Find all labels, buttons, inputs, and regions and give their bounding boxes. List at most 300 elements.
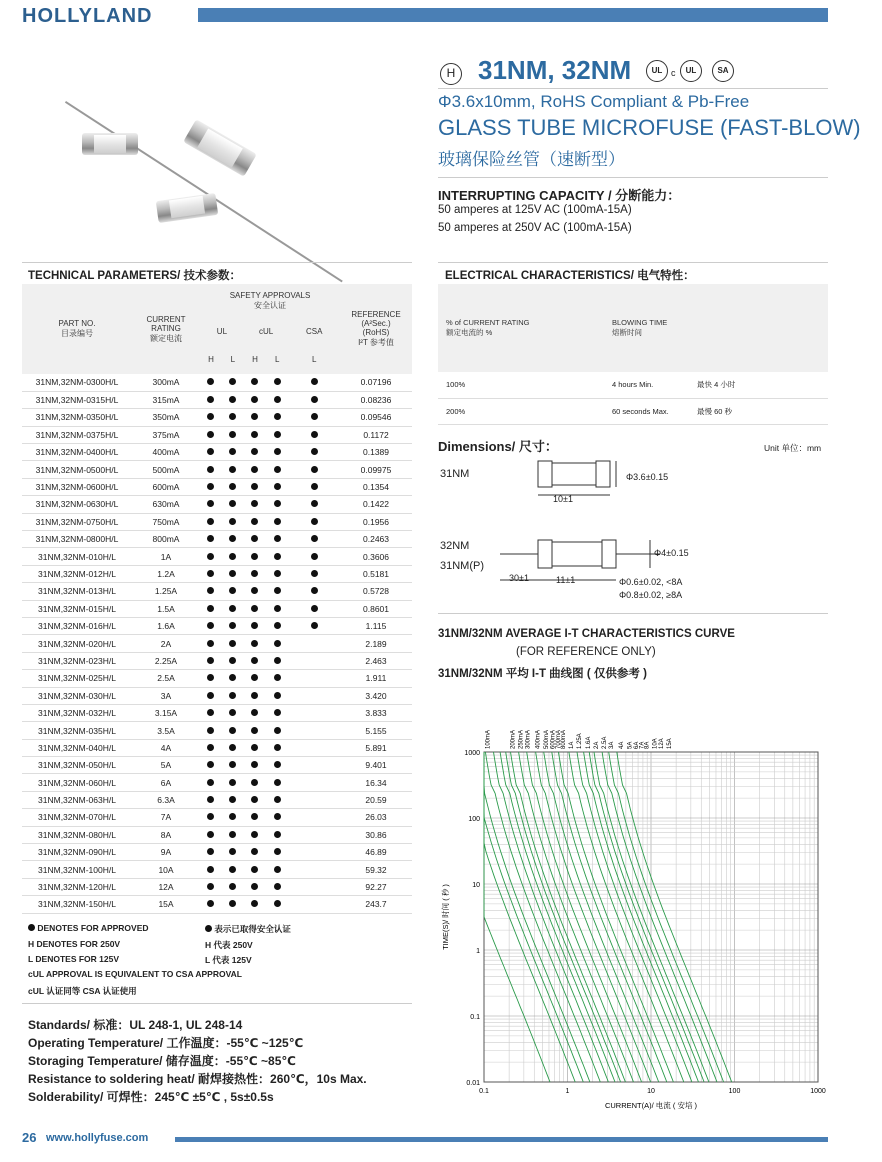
y-tick-label: 0.01 (466, 1080, 480, 1087)
dot-icon (207, 744, 214, 751)
x-tick-label: 100 (728, 1088, 741, 1095)
dot-icon (229, 396, 236, 403)
dims-dia2: Φ4±0.15 (654, 548, 689, 558)
curve-series (484, 752, 590, 1082)
dot-icon (207, 657, 214, 664)
approval-cell (266, 687, 288, 704)
dot-icon (274, 483, 281, 490)
approval-cell (244, 478, 266, 495)
part-no: 31NM,32NM-0315H/L (22, 391, 132, 408)
dot-icon (207, 727, 214, 734)
approval-cell (200, 444, 222, 461)
rating: 9A (132, 844, 200, 861)
approval-cell (200, 426, 222, 443)
approval-cell (266, 861, 288, 878)
dot-icon (207, 761, 214, 768)
col-ref: REFERENCE (A²Sec.) (RoHS) I²T 参考值 (340, 284, 412, 374)
part-no: 31NM,32NM-080H/L (22, 826, 132, 843)
table-row (22, 496, 412, 513)
dot-icon (251, 378, 258, 385)
dot-icon (311, 396, 318, 403)
approval-cell (222, 844, 244, 861)
approval-cell (266, 635, 288, 652)
col-ul: UL (200, 318, 244, 344)
note-l: L DENOTES FOR 125V (28, 954, 120, 964)
approval-cell (244, 565, 266, 582)
approval-cell (222, 757, 244, 774)
dot-icon (229, 378, 236, 385)
approval-cell (200, 374, 222, 391)
dot-icon (207, 396, 214, 403)
dot-icon (229, 674, 236, 681)
approval-cell (288, 774, 340, 791)
spec-solder-heat: Resistance to soldering heat/ 耐焊接热性：260℃，10s Max. (28, 1072, 367, 1086)
approval-cell (222, 478, 244, 495)
dot-icon (229, 500, 236, 507)
approval-cell (200, 704, 222, 721)
y-axis-label: TIME(S)/ 时间 ( 秒 ) (441, 884, 450, 950)
dot-icon (311, 413, 318, 420)
cul-c-mark: c (671, 68, 676, 78)
approval-cell (288, 896, 340, 913)
dot-icon (207, 709, 214, 716)
part-no: 31NM,32NM-090H/L (22, 844, 132, 861)
dot-icon (274, 413, 281, 420)
curve-subtitle: (FOR REFERENCE ONLY) (516, 646, 656, 658)
part-no: 31NM,32NM-050H/L (22, 757, 132, 774)
series-label: 1.25A (577, 733, 584, 749)
dot-icon (311, 483, 318, 490)
part-no: 31NM,32NM-040H/L (22, 739, 132, 756)
series-label: 800mA (560, 729, 567, 749)
table-row (22, 896, 412, 913)
dot-icon (251, 448, 258, 455)
rating: 350mA (132, 409, 200, 426)
i2t-ref: 0.5181 (340, 565, 412, 582)
approval-cell (222, 861, 244, 878)
i2t-ref: 0.1354 (340, 478, 412, 495)
approval-cell (244, 531, 266, 548)
approval-cell (266, 374, 288, 391)
approval-cell (266, 426, 288, 443)
series-label: 4A (619, 741, 626, 749)
header-bar (198, 8, 828, 22)
rating: 5A (132, 757, 200, 774)
approval-cell (288, 844, 340, 861)
dot-icon (251, 709, 258, 716)
approval-cell (200, 531, 222, 548)
dims-31nmp: 31NM(P) (440, 560, 485, 572)
approval-cell (222, 739, 244, 756)
i2t-ref: 2.463 (340, 652, 412, 669)
approval-cell (266, 826, 288, 843)
dot-icon (274, 744, 281, 751)
divider (438, 262, 828, 263)
table-row (22, 374, 412, 391)
dot-icon (251, 761, 258, 768)
part-no: 31NM,32NM-0800H/L (22, 531, 132, 548)
approval-cell (244, 426, 266, 443)
dot-icon (274, 657, 281, 664)
i2t-ref: 16.34 (340, 774, 412, 791)
dot-icon (311, 587, 318, 594)
i2t-ref: 0.07196 (340, 374, 412, 391)
approval-cell (244, 391, 266, 408)
approval-cell (222, 774, 244, 791)
dot-icon (207, 553, 214, 560)
part-no: 31NM,32NM-012H/L (22, 565, 132, 582)
approval-cell (222, 809, 244, 826)
elec-title: ELECTRICAL CHARACTERISTICS/ 电气特性： (445, 270, 695, 282)
dot-icon (251, 500, 258, 507)
rating: 315mA (132, 391, 200, 408)
approval-cell (288, 600, 340, 617)
approval-cell (288, 652, 340, 669)
dot-icon (274, 378, 281, 385)
rating: 15A (132, 896, 200, 913)
col-cul: cUL (244, 318, 289, 344)
approval-cell (200, 809, 222, 826)
approval-cell (222, 444, 244, 461)
dot-icon (251, 640, 258, 647)
elec-col-pct: % of CURRENT RATING 额定电流的 % (438, 284, 604, 372)
dot-icon (274, 761, 281, 768)
divider (438, 88, 828, 89)
approval-cell (266, 409, 288, 426)
dot-icon (229, 779, 236, 786)
dot-icon (251, 900, 258, 907)
approval-cell (244, 809, 266, 826)
col-l: L (222, 344, 244, 374)
rating: 1.2A (132, 565, 200, 582)
i2t-ref: 243.7 (340, 896, 412, 913)
table-row (22, 687, 412, 704)
approval-cell (200, 687, 222, 704)
rating: 1.25A (132, 583, 200, 600)
dot-icon (207, 378, 214, 385)
dot-icon (251, 622, 258, 629)
rating: 7A (132, 809, 200, 826)
approval-cell (200, 757, 222, 774)
interrupting-line: 50 amperes at 125V AC (100mA-15A) (438, 204, 632, 216)
approval-cell (244, 374, 266, 391)
i2t-ref: 0.5728 (340, 583, 412, 600)
approval-cell (200, 861, 222, 878)
dot-icon (274, 866, 281, 873)
series-label: 10A (652, 738, 659, 749)
approval-cell (222, 531, 244, 548)
table-row (22, 670, 412, 687)
i2t-ref: 46.89 (340, 844, 412, 861)
approval-cell (222, 704, 244, 721)
interrupting-title: INTERRUPTING CAPACITY / 分断能力： (438, 188, 681, 203)
dims-dia: Φ3.6±0.15 (626, 472, 669, 482)
approval-cell (244, 739, 266, 756)
approval-cell (266, 478, 288, 495)
rating: 1.6A (132, 617, 200, 634)
part-no: 31NM,32NM-030H/L (22, 687, 132, 704)
approval-cell (288, 722, 340, 739)
dot-icon (274, 796, 281, 803)
dot-icon (207, 518, 214, 525)
dims-title: Dimensions/ 尺寸： (438, 439, 558, 454)
dot-icon (229, 744, 236, 751)
note-cul: cUL APPROVAL IS EQUIVALENT TO CSA APPROVAL (28, 969, 242, 979)
dot-icon (274, 692, 281, 699)
approval-cell (288, 687, 340, 704)
approval-cell (288, 391, 340, 408)
rating: 1A (132, 548, 200, 565)
i2t-ref: 30.86 (340, 826, 412, 843)
rating: 3.15A (132, 704, 200, 721)
dot-icon (229, 657, 236, 664)
approval-cell (288, 444, 340, 461)
dot-icon (207, 500, 214, 507)
approval-cell (288, 548, 340, 565)
part-no: 31NM,32NM-060H/L (22, 774, 132, 791)
curve-series (552, 752, 667, 1082)
i2t-ref: 0.8601 (340, 600, 412, 617)
dot-icon (274, 831, 281, 838)
table-row (22, 722, 412, 739)
dot-icon (207, 848, 214, 855)
footer-url[interactable]: www.hollyfuse.com (46, 1132, 149, 1144)
approval-cell (288, 531, 340, 548)
dot-icon (229, 448, 236, 455)
dot-icon (251, 831, 258, 838)
curve-series (484, 752, 583, 1082)
table-row (22, 826, 412, 843)
approval-cell (266, 444, 288, 461)
x-tick-label: 10 (647, 1088, 655, 1095)
part-no: 31NM,32NM-015H/L (22, 600, 132, 617)
dims-lead: 30±1 (509, 573, 529, 583)
dot-icon (251, 796, 258, 803)
approval-cell (244, 791, 266, 808)
rating: 2A (132, 635, 200, 652)
table-row (22, 652, 412, 669)
footer-bar (175, 1137, 828, 1142)
table-row (22, 478, 412, 495)
table-row (22, 444, 412, 461)
table-row (22, 809, 412, 826)
i2t-ref: 0.08236 (340, 391, 412, 408)
it-curve-chart (438, 700, 828, 1120)
dot-icon (274, 605, 281, 612)
dot-icon (274, 622, 281, 629)
subtitle-size: Φ3.6x10mm, RoHS Compliant & Pb-Free (438, 92, 750, 111)
dot-icon (229, 466, 236, 473)
dot-icon (251, 744, 258, 751)
rating: 3A (132, 687, 200, 704)
i2t-ref: 1.911 (340, 670, 412, 687)
product-photo (60, 45, 380, 255)
part-no: 31NM,32NM-0300H/L (22, 374, 132, 391)
rating: 6A (132, 774, 200, 791)
approval-cell (244, 652, 266, 669)
approval-cell (200, 774, 222, 791)
approval-cell (288, 617, 340, 634)
dot-icon (251, 466, 258, 473)
rating: 600mA (132, 478, 200, 495)
page-number: 26 (22, 1130, 37, 1145)
approval-cell (222, 391, 244, 408)
dot-icon (229, 431, 236, 438)
dot-icon (274, 431, 281, 438)
series-label: 2A (594, 741, 601, 749)
approval-cell (244, 635, 266, 652)
approval-cell (244, 757, 266, 774)
dot-icon (207, 779, 214, 786)
approval-cell (200, 652, 222, 669)
curve-series (617, 752, 732, 1082)
i2t-ref: 59.32 (340, 861, 412, 878)
dims-31nm: 31NM (440, 468, 470, 480)
series-label: 1A (568, 741, 575, 749)
note-approved: DENOTES FOR APPROVED (28, 923, 149, 933)
approval-cell (266, 531, 288, 548)
dot-icon (311, 570, 318, 577)
dot-icon (229, 413, 236, 420)
i2t-ref: 5.891 (340, 739, 412, 756)
approval-cell (200, 548, 222, 565)
part-no: 31NM,32NM-010H/L (22, 548, 132, 565)
table-row: 100% 4 hours Min. 最快 4 小时 (438, 372, 828, 398)
approval-cell (222, 635, 244, 652)
approval-cell (266, 565, 288, 582)
dot-icon (229, 866, 236, 873)
curve-series (577, 752, 692, 1082)
col-h: H (244, 344, 266, 374)
approval-cell (266, 844, 288, 861)
rating: 2.5A (132, 670, 200, 687)
curve-series (527, 752, 642, 1082)
dot-icon (207, 587, 214, 594)
rating: 1.5A (132, 600, 200, 617)
interrupting-line: 50 amperes at 250V AC (100mA-15A) (438, 222, 632, 234)
i2t-ref: 0.1956 (340, 513, 412, 530)
x-tick-label: 1 (565, 1088, 570, 1095)
i2t-ref: 3.833 (340, 704, 412, 721)
col-csa: CSA (288, 318, 340, 344)
dot-icon (229, 553, 236, 560)
table-row (22, 548, 412, 565)
approval-cell (200, 391, 222, 408)
ul-cert-icon: UL (646, 60, 668, 82)
approval-cell (266, 722, 288, 739)
approval-cell (200, 896, 222, 913)
part-no: 31NM,32NM-013H/L (22, 583, 132, 600)
approval-cell (222, 896, 244, 913)
rating: 750mA (132, 513, 200, 530)
note-h: H DENOTES FOR 250V (28, 939, 121, 949)
approval-cell (244, 687, 266, 704)
approval-cell (266, 583, 288, 600)
y-tick-label: 1000 (464, 750, 480, 757)
col-current: CURRENT RATING 额定电流 (132, 284, 200, 374)
dot-icon (311, 622, 318, 629)
approval-cell (266, 548, 288, 565)
approval-cell (266, 391, 288, 408)
dot-icon (274, 448, 281, 455)
approval-cell (266, 878, 288, 895)
dot-icon (229, 900, 236, 907)
dot-icon (251, 848, 258, 855)
rating: 400mA (132, 444, 200, 461)
dims-len: 10±1 (553, 494, 573, 504)
approval-cell (244, 617, 266, 634)
approval-cell (288, 791, 340, 808)
dot-icon (311, 448, 318, 455)
dims-wire1: Φ0.6±0.02, <8A (619, 577, 683, 587)
series-label: 600mA (550, 729, 557, 749)
part-no: 31NM,32NM-063H/L (22, 791, 132, 808)
dot-icon (251, 674, 258, 681)
dot-icon (311, 466, 318, 473)
dot-icon (274, 466, 281, 473)
dot-icon (311, 378, 318, 385)
approval-cell (200, 461, 222, 478)
part-no: 31NM,32NM-0750H/L (22, 513, 132, 530)
dot-icon (311, 431, 318, 438)
part-no: 31NM,32NM-016H/L (22, 617, 132, 634)
approval-cell (288, 496, 340, 513)
dot-icon (251, 553, 258, 560)
dot-icon (229, 622, 236, 629)
dot-icon (207, 483, 214, 490)
approval-cell (200, 722, 222, 739)
approval-cell (288, 809, 340, 826)
approval-cell (200, 791, 222, 808)
dot-icon (274, 813, 281, 820)
series-label: 6A (633, 741, 640, 749)
x-tick-label: 0.1 (479, 1088, 489, 1095)
dot-icon (274, 396, 281, 403)
rating: 375mA (132, 426, 200, 443)
approval-cell (244, 670, 266, 687)
approval-cell (244, 461, 266, 478)
dot-icon (274, 709, 281, 716)
i2t-ref: 0.1172 (340, 426, 412, 443)
approval-cell (200, 635, 222, 652)
i2t-ref: 26.03 (340, 809, 412, 826)
dot-icon (229, 848, 236, 855)
table-row (22, 757, 412, 774)
y-tick-label: 0.1 (470, 1014, 480, 1021)
note-l-cn: L 代表 125V (205, 955, 252, 965)
approval-cell (222, 374, 244, 391)
approval-cell (288, 635, 340, 652)
dot-icon (274, 900, 281, 907)
dims-32nm: 32NM (440, 540, 470, 552)
series-label: 5A (627, 741, 634, 749)
approval-cell (288, 478, 340, 495)
table-row (22, 513, 412, 530)
part-no: 31NM,32NM-0375H/L (22, 426, 132, 443)
dot-icon (251, 813, 258, 820)
col-safety: SAFETY APPROVALS 安全认证 (200, 284, 340, 318)
approval-cell (288, 757, 340, 774)
approval-cell (288, 409, 340, 426)
y-tick-label: 10 (472, 882, 480, 889)
approval-cell (222, 722, 244, 739)
table-row (22, 635, 412, 652)
curve-series (602, 752, 717, 1082)
dot-icon (251, 483, 258, 490)
dot-icon (229, 692, 236, 699)
dot-icon (207, 448, 214, 455)
dims-drawing-31nm (520, 455, 680, 510)
